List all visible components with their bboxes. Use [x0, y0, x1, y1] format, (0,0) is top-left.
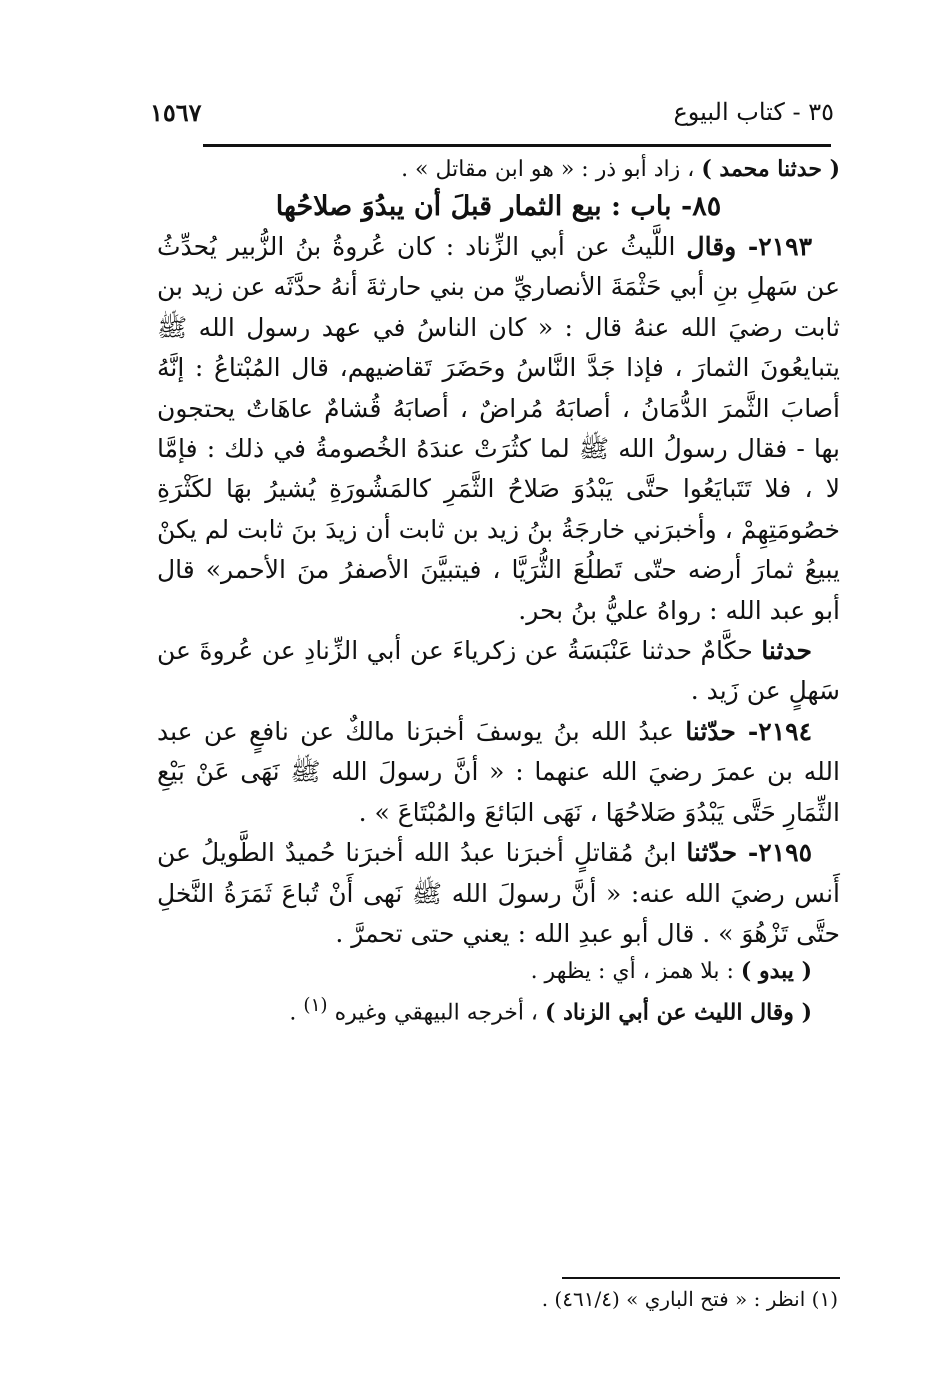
hadith-2195-text: ابنُ مُقاتلٍ أخبرَنا عبدُ الله أخبرَنا حُميدٌ الطَّويلُ عن أَنس رضيَ الله عنه: « أنَّ رسولَ الله ﷺ نَهى أَنْ تُباعَ ثَمَرَةُ النَّخلِ حتَّى تَزْهُوَ » . قال أبو عبدِ الله : يعني حتى تحمرَّ .: [157, 838, 840, 948]
hadith-2194-text: عبدُ الله بنُ يوسفَ أخبرَنا مالكٌ عن نافعٍ عن عبد الله بن عمرَ رضيَ الله عنهما : « أنَّ رسولَ الله ﷺ نَهَى عَنْ بَيْعِ الثِّمَارِ حَتَّى يَبْدُوَ صَلاحُهَا ، نَهَى البَائعَ والمُبْتَاعَ » .: [157, 716, 840, 827]
chapter-number: ٨٥-: [680, 191, 722, 222]
header-rule: [203, 144, 831, 147]
hadith-2193-text: اللَّيثُ عن أبي الزِّناد : كان عُروةُ بنُ الزُّبير يُحدِّثُ عن سَهلِ بنِ أبي حَثْمَةَ الأنصاريِّ من بني حارثةَ أنهُ حدَّثَه عن زيد بن ثابت رضيَ الله عنهُ قال : « كان الناسُ في عهد رسول الله ﷺ يتبايعُونَ الثمارَ ، فإذا جَدَّ النَّاسُ وحَضَرَ تَقاضيهم، قال المُبْتاعُ : إنَّهُ أصابَ الثَّمرَ الدُّمَانُ ، أصابَهُ مُراضٌ ، أصابَهُ قُشامٌ عاهَاتٌ يحتجون بها - فقال رسولُ الله ﷺ لما كثُرَتْ عندَهُ الخُصومةُ في ذلك : فإمَّا لا ، فلا تَتَبايَعُوا حتَّى يَبْدُوَ صَلاحُ الثَّمَرِ كالمَشُورَةِ يُشيرُ بهَا لكَثْرَةِ خصُومَتِهِمْ ، وأخبرَني خارجَةُ بنُ زيد بن ثابت أن زيدَ بنَ ثابت لم يكنْ يبيعُ ثمارَ أرضه حتّى تَطلُعَ الثُّرَيَّا ، فيتبيَّنَ الأصفرُ منَ الأحمر» قال أبو عبد الله : رواهُ عليُّ بنُ بحر.: [157, 232, 840, 625]
hadith-2194-lead: حدّثنا: [685, 716, 748, 746]
chapter-heading: [157, 187, 840, 227]
running-title: ٣٥ - كتاب البيوع: [673, 98, 834, 126]
chapter-title: باب : بيع الثمار قبلَ أن يبدُوَ صلاحُها: [275, 191, 681, 222]
hadith-2193-chain-text: حكَّامٌ حدثنا عَنْبَسَةُ عن زكرياءَ عن أبي الزِّنادِ عن عُروةَ عن سَهلٍ عن زَيد .: [157, 636, 840, 706]
explanation-layth-tail: .: [289, 1000, 304, 1026]
hadith-2193-number: ٢١٩٣-: [747, 232, 812, 261]
hadith-2194: [157, 712, 840, 833]
explanation-layth-term: ( وقال الليث عن أبي الزناد ): [545, 999, 812, 1026]
footnote: (١) انظر : « فتح الباري » (٤٦١/٤) .: [541, 1287, 838, 1311]
footnote-rule: [562, 1277, 840, 1279]
hadith-2195-number: ٢١٩٥-: [747, 838, 812, 868]
hadith-2193: [157, 227, 840, 631]
top-note-text: ، زاد أبو ذر : « هو ابن مقاتل » .: [401, 157, 702, 182]
top-note: [157, 152, 840, 187]
page-number: ١٥٦٧: [150, 97, 202, 127]
explanation-yabdu-term: ( يبدو ): [740, 958, 812, 985]
page-header: [150, 92, 834, 132]
footnote-marker: (١): [303, 995, 328, 1017]
hadith-2195: [157, 833, 840, 954]
explanation-yabdu: [157, 954, 840, 989]
page-body: [157, 152, 840, 1031]
explanation-layth-text: ، أخرجه البيهقي وغيره: [334, 1000, 546, 1026]
hadith-2195-lead: حدّثنا: [686, 838, 748, 868]
top-note-bold: ( حدثنا محمد ): [701, 156, 840, 182]
hadith-2194-number: ٢١٩٤-: [747, 716, 812, 746]
explanation-layth: [157, 989, 840, 1030]
hadith-2193-chain-lead: حدثنا: [761, 636, 812, 666]
hadith-2193-lead: وقال: [686, 232, 748, 261]
explanation-yabdu-text: : بلا همز ، أي : يظهر .: [530, 959, 741, 985]
hadith-2193-chain: [157, 631, 840, 712]
